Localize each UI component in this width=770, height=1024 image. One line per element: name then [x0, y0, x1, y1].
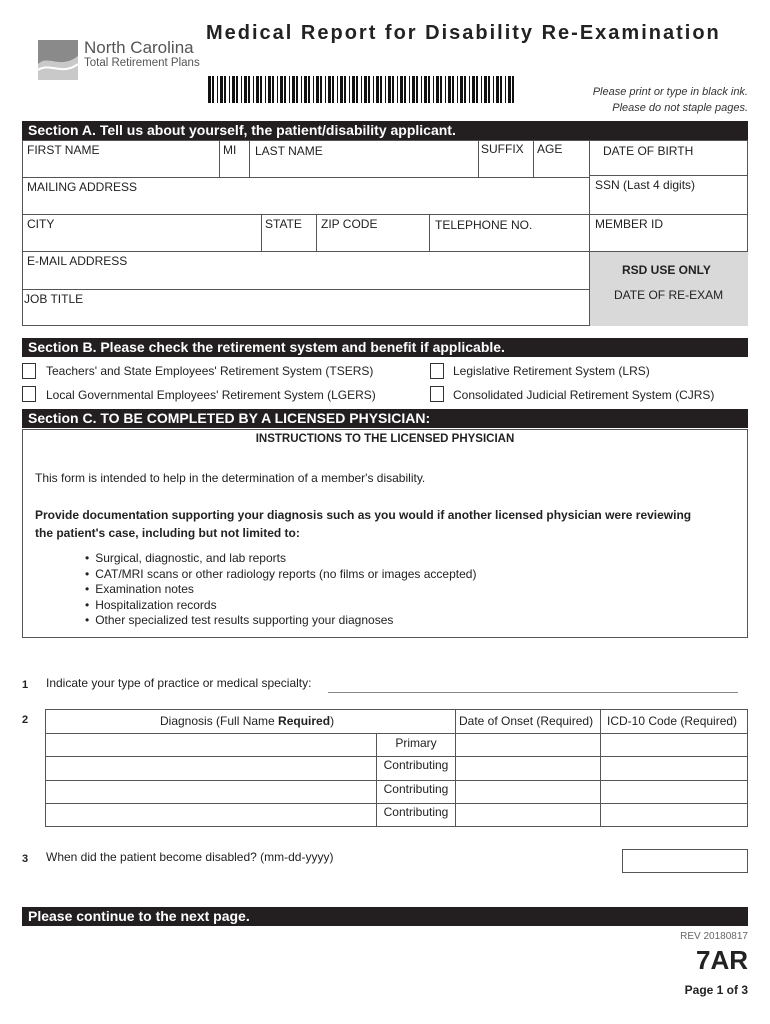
contributing-row-label: Contributing: [383, 758, 449, 772]
list-item: • Surgical, diagnostic, and lab reports: [85, 551, 476, 567]
diagnosis-table: [45, 709, 748, 827]
form-id: 7AR: [695, 945, 748, 975]
specialty-input-line[interactable]: [328, 692, 738, 693]
list-item: • Other specialized test results supporting your diagnoses: [85, 613, 476, 629]
icd-10-header: ICD-10 Code (Required): [607, 714, 738, 728]
page-number: Page 1 of 3: [684, 983, 748, 997]
documentation-list: [85, 551, 476, 629]
question-2-number: 2: [22, 714, 29, 726]
lgers-checkbox[interactable]: [22, 386, 36, 402]
cjrs-checkbox[interactable]: [430, 386, 444, 402]
telephone-field[interactable]: TELEPHONE NO.: [435, 218, 533, 232]
instructions-provide-line2: the patient's case, including but not limited to:: [35, 526, 300, 540]
ssn-field[interactable]: SSN (Last 4 digits): [595, 178, 696, 192]
form-title: Medical Report for Disability Re-Examination: [206, 22, 721, 44]
suffix-field[interactable]: SUFFIX: [481, 142, 524, 156]
diagnosis-header: Diagnosis (Full Name Required): [160, 714, 335, 728]
date-of-birth-field[interactable]: DATE OF BIRTH: [603, 144, 694, 158]
question-3-number: 3: [22, 853, 29, 865]
section-b-header: Section B. Please check the retirement system and benefit if applicable.: [22, 338, 748, 357]
cjrs-label: Consolidated Judicial Retirement System (CJRS): [453, 388, 715, 402]
lrs-label: Legislative Retirement System (LRS): [453, 364, 650, 378]
tsers-checkbox[interactable]: [22, 363, 36, 379]
lgers-label: Local Governmental Employees' Retirement System (LGERS): [46, 388, 376, 402]
tsers-label: Teachers' and State Employees' Retirement System (TSERS): [46, 364, 374, 378]
revision-label: REV 20180817: [680, 931, 748, 942]
question-1-number: 1: [22, 679, 29, 691]
question-3-label: When did the patient become disabled? (mm-dd-yyyy): [46, 850, 334, 864]
physician-instructions-box: [22, 429, 748, 638]
mailing-address-field[interactable]: MAILING ADDRESS: [27, 180, 138, 194]
email-field[interactable]: E-MAIL ADDRESS: [27, 254, 128, 268]
instructions-intro: This form is intended to help in the determination of a member's disability.: [35, 471, 426, 485]
staple-note: Please do not staple pages.: [612, 102, 748, 114]
section-a-form: [22, 140, 748, 326]
zip-code-field[interactable]: ZIP CODE: [321, 217, 378, 231]
instructions-provide-line1: Provide documentation supporting your diagnosis such as you would if another licensed physician were reviewing: [35, 508, 692, 522]
question-1-label: Indicate your type of practice or medical specialty:: [46, 676, 312, 690]
logo-line1: North Carolina: [84, 38, 194, 57]
section-a-header: Section A. Tell us about yourself, the patient/disability applicant.: [22, 121, 748, 140]
list-item: • CAT/MRI scans or other radiology reports (no films or images accepted): [85, 567, 476, 583]
logo-line2: Total Retirement Plans: [84, 57, 200, 69]
rsd-use-only-label: RSD USE ONLY: [622, 263, 711, 277]
member-id-field[interactable]: MEMBER ID: [595, 217, 664, 231]
age-field[interactable]: AGE: [537, 142, 563, 156]
list-item: • Hospitalization records: [85, 598, 476, 614]
instructions-title: INSTRUCTIONS TO THE LICENSED PHYSICIAN: [255, 433, 515, 445]
list-item: • Examination notes: [85, 582, 476, 598]
contributing-row-label: Contributing: [383, 782, 449, 796]
last-name-field[interactable]: LAST NAME: [255, 144, 323, 158]
first-name-field[interactable]: FIRST NAME: [27, 143, 100, 157]
date-of-onset-header: Date of Onset (Required): [459, 714, 594, 728]
contributing-row-label: Contributing: [383, 805, 449, 819]
mi-field[interactable]: MI: [223, 143, 237, 157]
section-c-header: Section C. TO BE COMPLETED BY A LICENSED PHYSICIAN:: [22, 409, 748, 428]
disability-date-input[interactable]: [622, 849, 748, 873]
ink-note: Please print or type in black ink.: [592, 86, 748, 98]
date-of-reexam-label: DATE OF RE-EXAM: [614, 288, 724, 302]
barcode-icon: [208, 76, 518, 103]
state-field[interactable]: STATE: [265, 217, 302, 231]
lrs-checkbox[interactable]: [430, 363, 444, 379]
job-title-field[interactable]: JOB TITLE: [24, 292, 84, 306]
continue-banner: Please continue to the next page.: [22, 907, 748, 926]
city-field[interactable]: CITY: [27, 217, 55, 231]
nc-total-retirement-plans-logo: [38, 38, 198, 84]
logo-mark-icon: [38, 40, 78, 80]
primary-row-label: Primary: [395, 736, 437, 750]
